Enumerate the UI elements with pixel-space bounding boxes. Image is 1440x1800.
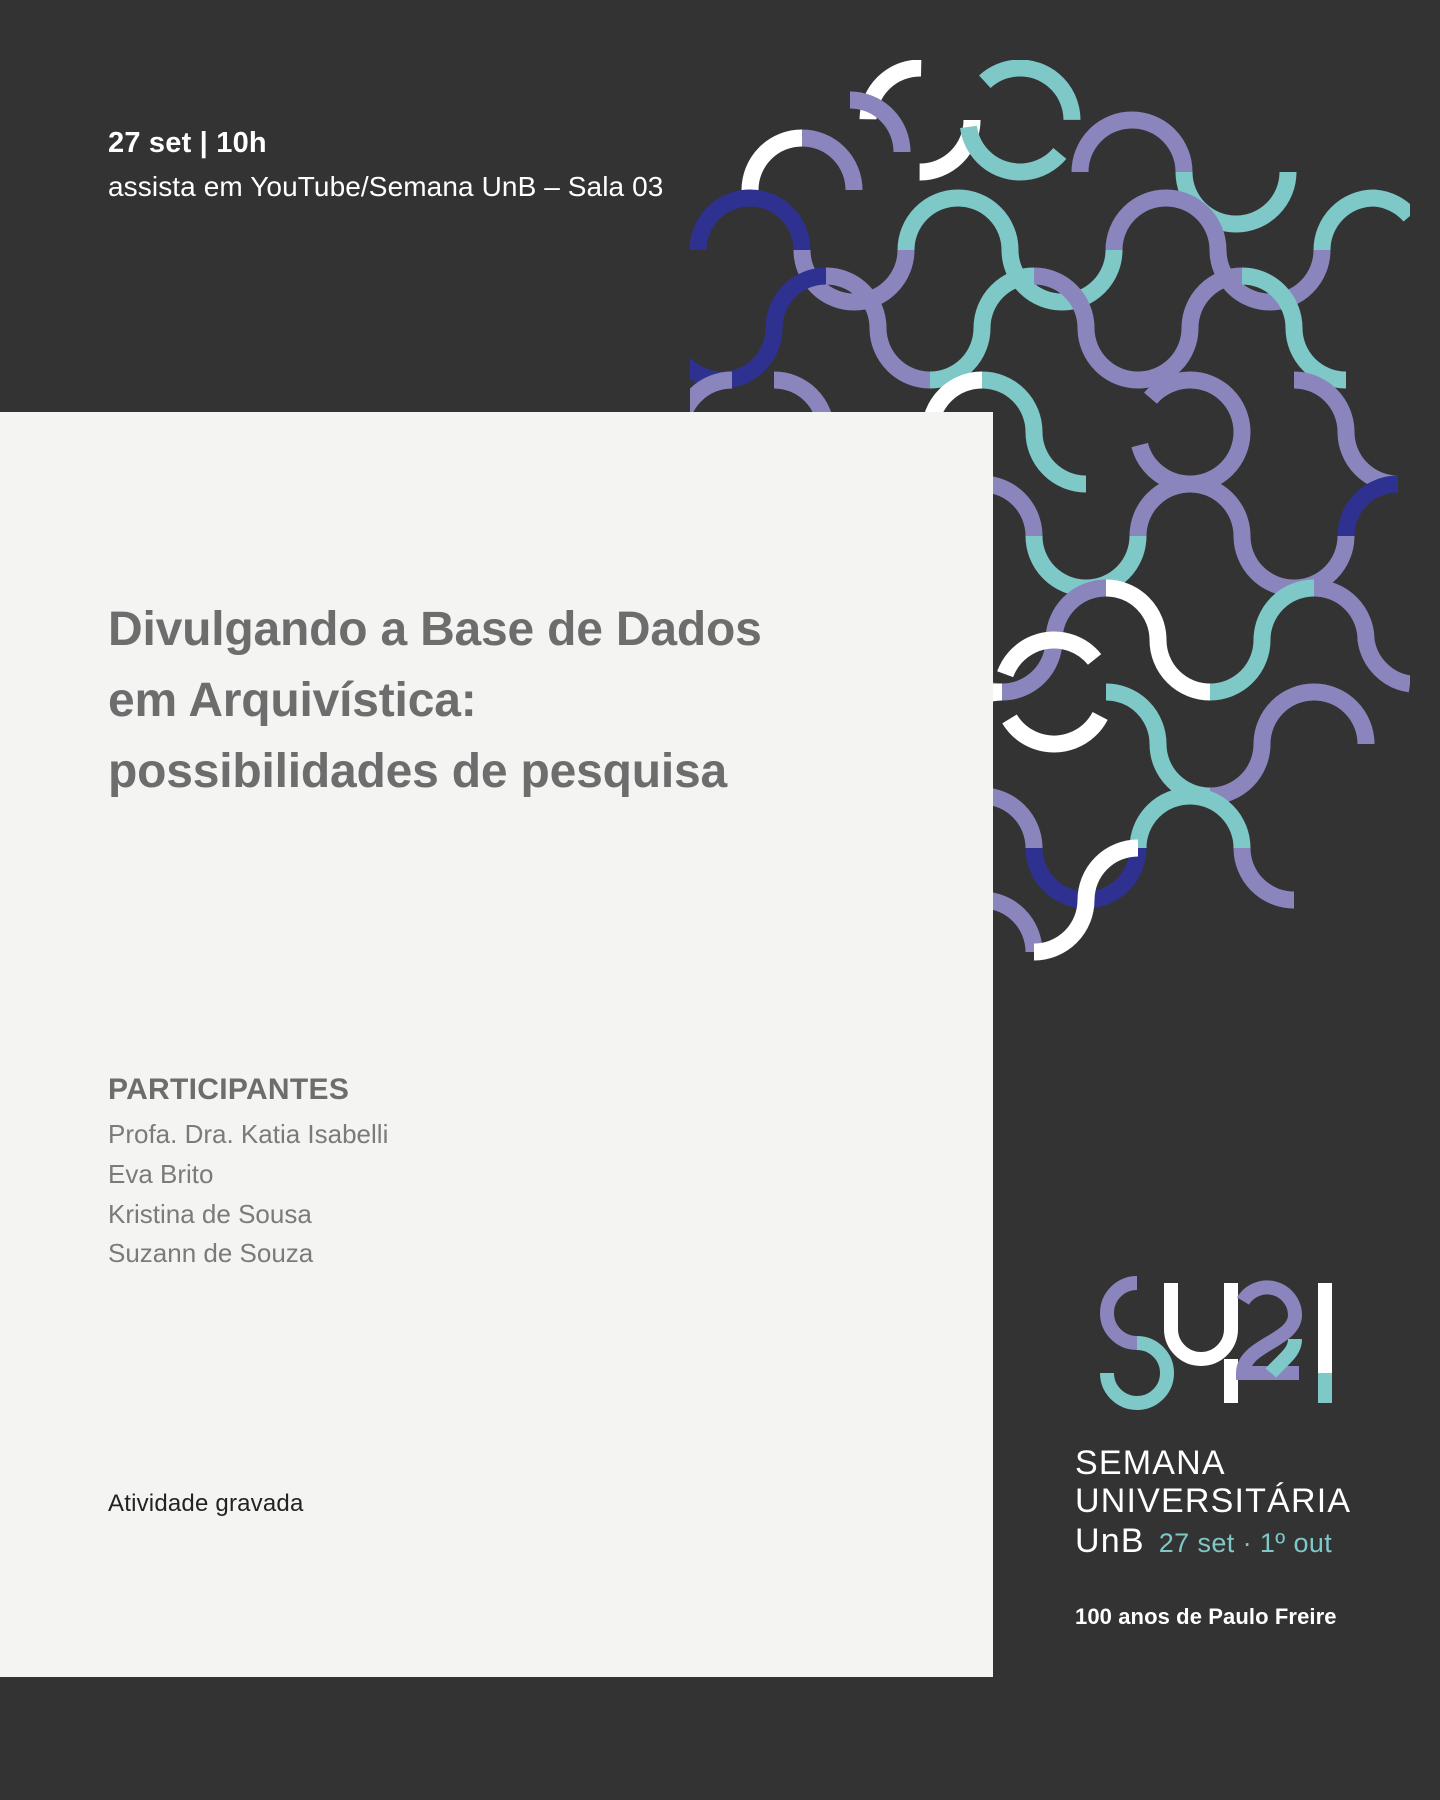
event-header	[108, 125, 663, 208]
participants-heading: PARTICIPANTES	[108, 1073, 350, 1106]
list-item: Eva Brito	[108, 1158, 214, 1189]
su21-logo-lockup	[1075, 1255, 1375, 1630]
recorded-activity-note: Atividade gravada	[108, 1490, 304, 1517]
logo-line-universitaria: UNIVERSITÁRIA	[1075, 1482, 1352, 1521]
list-item: Kristina de Sousa	[108, 1198, 312, 1229]
logo-dates: 27 set · 1º out	[1158, 1528, 1333, 1559]
participants-list	[108, 1115, 388, 1274]
list-item: Suzann de Souza	[108, 1238, 314, 1269]
content-panel	[0, 412, 993, 1677]
logo-line-semana: SEMANA	[1075, 1444, 1226, 1482]
logo-unb: UnB	[1075, 1522, 1145, 1561]
paulo-freire-tagline: 100 anos de Paulo Freire	[1075, 1604, 1337, 1630]
title-line-1: Divulgando a Base de Dados	[108, 603, 762, 657]
title-line-2: em Arquivística:	[108, 674, 477, 728]
page-title	[108, 594, 928, 807]
event-datetime: 27 set | 10h	[108, 127, 267, 159]
su21-logo-wordmark	[1075, 1444, 1375, 1560]
list-item: Profa. Dra. Katia Isabelli	[108, 1119, 389, 1149]
title-line-3: possibilidades de pesquisa	[108, 745, 727, 799]
event-where: assista em YouTube/Semana UnB – Sala 03	[108, 171, 664, 203]
su21-logo-icon	[1075, 1255, 1353, 1425]
